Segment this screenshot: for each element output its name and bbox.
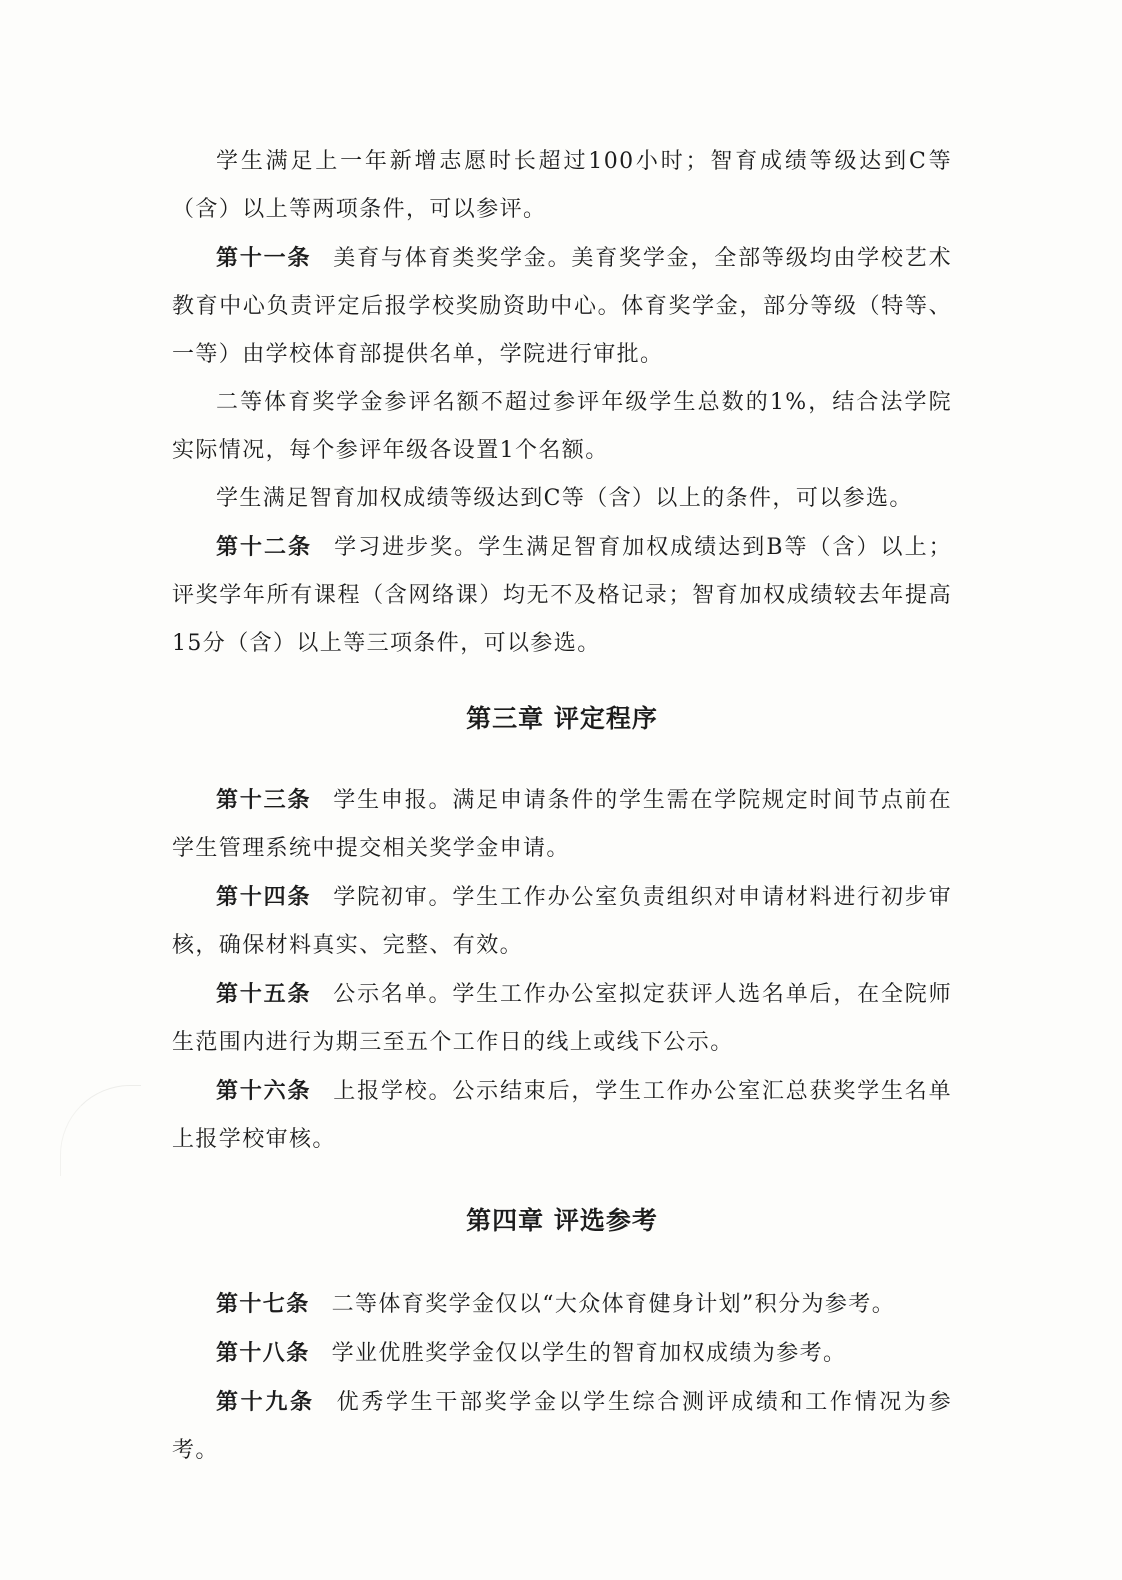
article-16 bbox=[172, 1067, 952, 1164]
article-label: 第十四条 bbox=[216, 884, 312, 910]
article-text: 上报学校。公示结束后，学生工作办公室汇总获奖学生名单上报学校审核。 bbox=[172, 1079, 952, 1152]
article-label: 第十二条 bbox=[216, 534, 313, 560]
article-text: 优秀学生干部奖学金以学生综合测评成绩和工作情况为参考。 bbox=[172, 1390, 952, 1463]
paragraph bbox=[172, 138, 952, 234]
document-body bbox=[172, 138, 952, 1475]
paragraph bbox=[172, 475, 952, 523]
article-label: 第十六条 bbox=[216, 1078, 312, 1104]
paragraph-text: 学生满足智育加权成绩等级达到C等（含）以上的条件，可以参选。 bbox=[216, 486, 913, 511]
article-label: 第十七条 bbox=[216, 1291, 310, 1317]
scan-artifact bbox=[60, 1085, 141, 1176]
article-13 bbox=[172, 776, 952, 873]
article-text: 学院初审。学生工作办公室负责组织对申请材料进行初步审核，确保材料真实、完整、有效。 bbox=[172, 885, 952, 958]
article-label: 第十九条 bbox=[216, 1389, 315, 1415]
article-17 bbox=[172, 1280, 952, 1329]
chapter-heading: 第三章 评定程序 bbox=[466, 704, 658, 733]
paragraph-text: 学生满足上一年新增志愿时长超过100小时；智育成绩等级达到C等（含）以上等两项条件，可以参评。 bbox=[172, 149, 952, 222]
article-text: 学生申报。满足申请条件的学生需在学院规定时间节点前在学生管理系统中提交相关奖学金申请。 bbox=[172, 788, 952, 861]
article-label: 第十三条 bbox=[216, 787, 312, 813]
paragraph-text: 二等体育奖学金参评名额不超过参评年级学生总数的1%，结合法学院实际情况，每个参评年级各设置1个名额。 bbox=[172, 390, 952, 463]
article-label: 第十五条 bbox=[216, 981, 312, 1007]
article-14 bbox=[172, 873, 952, 970]
article-19 bbox=[172, 1378, 952, 1475]
article-text: 二等体育奖学金仅以“大众体育健身计划”积分为参考。 bbox=[331, 1292, 896, 1317]
chapter-heading: 第四章 评选参考 bbox=[466, 1206, 658, 1235]
article-text: 学习进步奖。学生满足智育加权成绩达到B等（含）以上；评奖学年所有课程（含网络课）均无不及格记录；智育加权成绩较去年提高15分（含）以上等三项条件，可以参选。 bbox=[172, 535, 952, 656]
article-text: 公示名单。学生工作办公室拟定获评人选名单后，在全院师生范围内进行为期三至五个工作日的线上或线下公示。 bbox=[172, 982, 952, 1055]
article-15 bbox=[172, 970, 952, 1067]
article-11 bbox=[172, 234, 952, 379]
article-label: 第十八条 bbox=[216, 1340, 310, 1366]
article-text: 美育与体育类奖学金。美育奖学金，全部等级均由学校艺术教育中心负责评定后报学校奖励资助中心。体育奖学金，部分等级（特等、一等）由学校体育部提供名单，学院进行审批。 bbox=[172, 246, 952, 367]
paragraph bbox=[172, 379, 952, 475]
article-label: 第十一条 bbox=[216, 245, 312, 271]
article-12 bbox=[172, 523, 952, 668]
article-text: 学业优胜奖学金仅以学生的智育加权成绩为参考。 bbox=[331, 1341, 847, 1366]
article-18 bbox=[172, 1329, 952, 1378]
